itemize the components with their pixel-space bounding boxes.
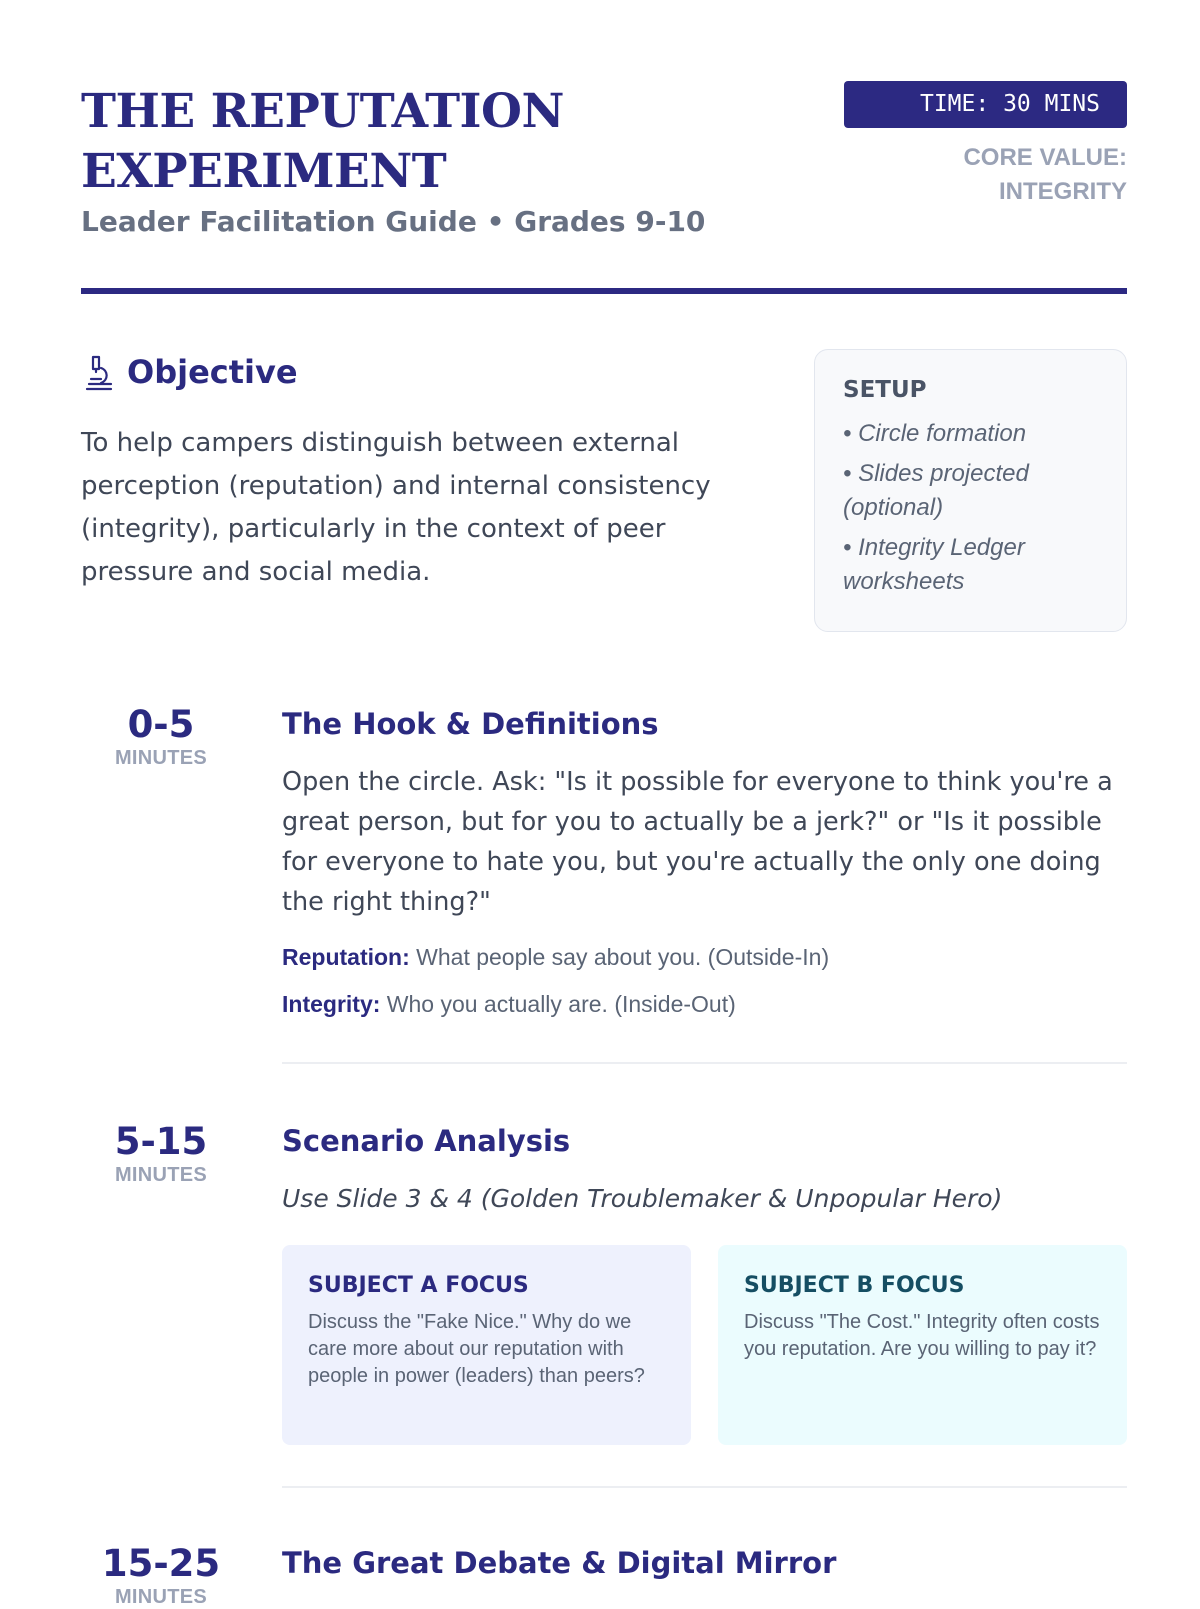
definition-text: What people say about you. (Outside-In): [409, 944, 830, 970]
objective-section: [81, 350, 781, 594]
time-marker: [81, 1543, 241, 1609]
focus-title: SUBJECT B FOCUS: [744, 1273, 965, 1298]
time-range: 15-25: [101, 1542, 221, 1585]
objective-text: To help campers distinguish between external perception (reputation) and internal consistency (integrity), particularly in the context of peer pressure and social media.: [81, 428, 711, 587]
block-content: [282, 1121, 1127, 1445]
time-unit: MINUTES: [114, 1586, 208, 1608]
definition-term: Reputation:: [282, 944, 410, 970]
focus-text: Discuss the "Fake Nice." Why do we care more about our reputation with people in power (leaders) than peers?: [308, 1311, 645, 1387]
focus-title: SUBJECT A FOCUS: [308, 1273, 529, 1298]
setup-card: [814, 349, 1127, 632]
block-content: [282, 1543, 1127, 1583]
time-marker: [81, 1121, 241, 1187]
block-title: Scenario Analysis: [282, 1124, 571, 1158]
definition-term: Integrity:: [282, 991, 381, 1017]
setup-item: • Slides projected (optional): [843, 460, 1029, 521]
definition-reputation: [282, 942, 1127, 972]
block-title: The Great Debate & Digital Mirror: [282, 1546, 837, 1580]
microscope-icon: [81, 353, 115, 391]
time-unit: MINUTES: [114, 1164, 208, 1186]
header-divider: [81, 288, 1127, 294]
definition-text: Who you actually are. (Inside-Out): [380, 991, 736, 1017]
page-subtitle: Leader Facilitation Guide • Grades 9-10: [81, 205, 706, 238]
setup-item: • Integrity Ledger worksheets: [843, 534, 1025, 595]
objective-heading: [81, 350, 781, 394]
facilitation-guide: [81, 0, 1127, 1608]
setup-item: • Circle formation: [843, 420, 1027, 447]
block-content: [282, 704, 1127, 1019]
time-marker: [81, 704, 241, 770]
page-header: [81, 0, 1127, 298]
block-text: Open the circle. Ask: "Is it possible for everyone to think you're a great person, but for you to actually be a jerk?" or "Is it possible for everyone to hate you, but you're actually the only one doing the right thing?": [282, 767, 1113, 917]
subject-b-focus-card: [718, 1245, 1127, 1445]
block-title: The Hook & Definitions: [282, 707, 659, 741]
objective-title: Objective: [127, 353, 298, 391]
page-title: THE REPUTATION EXPERIMENT: [81, 84, 564, 199]
section-divider: [282, 1062, 1127, 1064]
time-range: 0-5: [127, 703, 195, 746]
core-value-label: CORE VALUE: INTEGRITY: [963, 144, 1127, 205]
time-badge: TIME: 30 MINS: [844, 81, 1127, 128]
time-unit: MINUTES: [114, 747, 208, 769]
definition-integrity: [282, 989, 1127, 1019]
subject-a-focus-card: [282, 1245, 691, 1445]
focus-text: Discuss "The Cost." Integrity often costs you reputation. Are you willing to pay it?: [744, 1311, 1100, 1360]
slide-note: Use Slide 3 & 4 (Golden Troublemaker & Unpopular Hero): [282, 1184, 1003, 1213]
setup-title: SETUP: [843, 377, 927, 403]
time-range: 5-15: [114, 1120, 208, 1163]
section-divider: [282, 1486, 1127, 1488]
focus-cards: [282, 1245, 1127, 1445]
